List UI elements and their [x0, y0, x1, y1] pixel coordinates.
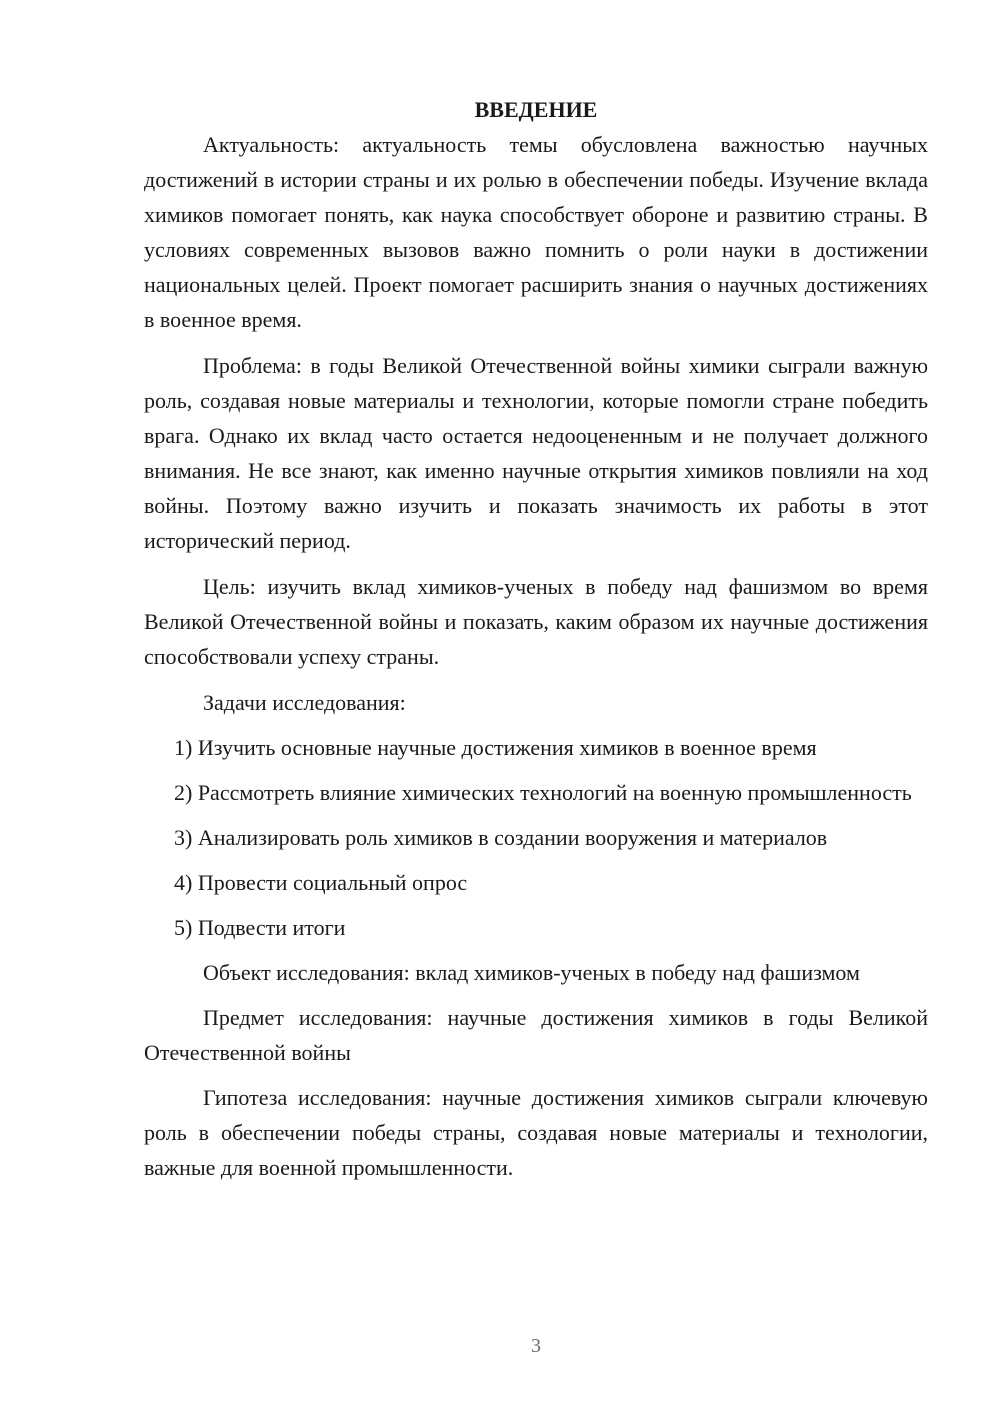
task-item: 1) Изучить основные научные достижения химиков в военное время — [174, 735, 817, 760]
task-item: 5) Подвести итоги — [174, 915, 346, 940]
page-number: 3 — [531, 1335, 541, 1357]
section-title: ВВЕДЕНИЕ — [474, 97, 598, 122]
problem-paragraph: Проблема: в годы Великой Отечественной войны химики сыграли важную роль, создавая новые материалы и технологии, которые помогли стране победить врага. Однако их вклад часто остается недооцененным и не получает должного внимания. Не все знают, как именно научные открытия химиков повлияли на ход войны. Поэтому важно изучить и показать значимость их работы в этот исторический период. — [144, 353, 928, 553]
tasks-heading: Задачи исследования: — [203, 690, 406, 715]
task-item: 4) Провести социальный опрос — [174, 870, 468, 895]
task-item: 3) Анализировать роль химиков в создании вооружения и материалов — [174, 825, 828, 850]
goal-paragraph: Цель: изучить вклад химиков-ученых в победу над фашизмом во время Великой Отечественной войны и показать, каким образом их научные достижения способствовали успеху страны. — [144, 574, 928, 669]
hypothesis-paragraph: Гипотеза исследования: научные достижения химиков сыграли ключевую роль в обеспечении победы страны, создавая новые материалы и технологии, важные для военной промышленности. — [144, 1085, 928, 1180]
subject-paragraph: Предмет исследования: научные достижения химиков в годы Великой Отечественной войны — [144, 1005, 928, 1065]
object-paragraph: Объект исследования: вклад химиков-ученых в победу над фашизмом — [203, 960, 860, 985]
relevance-paragraph: Актуальность: актуальность темы обусловлена важностью научных достижений в истории страны и их ролью в обеспечении победы. Изучение вклада химиков помогает понять, как наука способствует обороне и развитию страны. В условиях современных вызовов важно помнить о роли науки в достижении национальных целей. Проект помогает расширить знания о научных достижениях в военное время. — [144, 132, 928, 332]
task-item: 2) Рассмотреть влияние химических технологий на военную промышленность — [174, 780, 912, 805]
page-content — [144, 92, 928, 1185]
